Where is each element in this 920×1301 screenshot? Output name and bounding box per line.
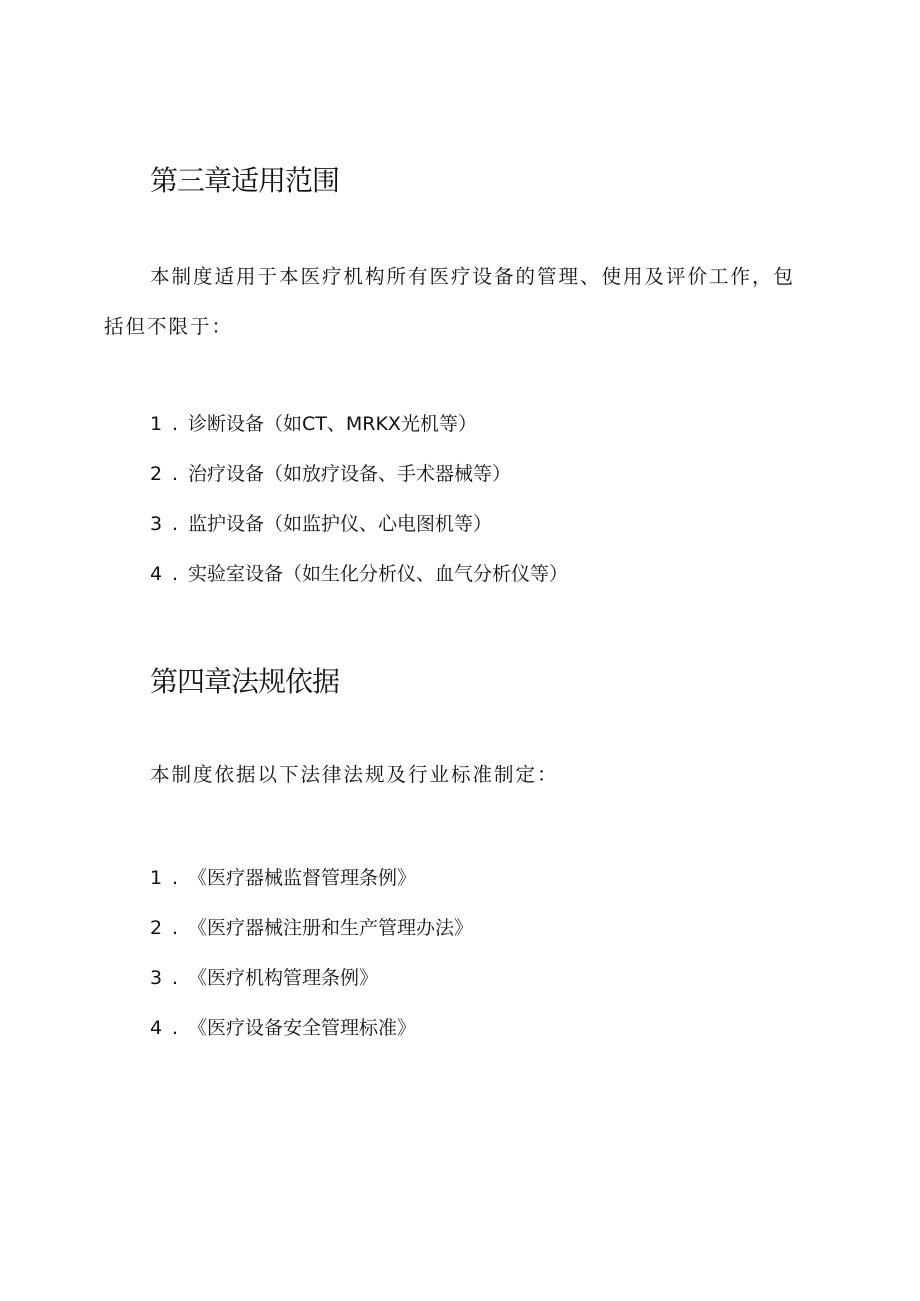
chapter-3-list — [150, 399, 568, 599]
list-item-text: 监护设备（如监护仪、心电图机等） — [188, 513, 493, 535]
chapter-4-intro: 本制度依据以下法律法规及行业标准制定： — [150, 763, 559, 786]
chapter-3-heading: 第三章适用范围 — [150, 164, 340, 197]
list-item-text: 治疗设备（如放疗设备、手术器械等） — [188, 463, 512, 485]
chapter-4-heading: 第四章法规依据 — [150, 665, 340, 698]
list-item: 2 . 《医疗器械注册和生产管理办法》 — [150, 917, 474, 939]
chapter-3-intro: 本制度适用于本医疗机构所有医疗设备的管理、使用及评价工作，包括但不限于： — [104, 265, 796, 338]
list-item-text: 实验室设备（如生化分析仪、血气分析仪等） — [188, 563, 569, 585]
list-item-text: 《医疗机构管理条例》 — [188, 967, 379, 989]
list-item-text: 《医疗器械注册和生产管理办法》 — [188, 917, 474, 939]
list-item: 4 . 《医疗设备安全管理标准》 — [150, 1017, 417, 1039]
list-item: 2 . 治疗设备（如放疗设备、手术器械等） — [150, 463, 512, 485]
list-item: 3 . 监护设备（如监护仪、心电图机等） — [150, 513, 493, 535]
list-item: 3 . 《医疗机构管理条例》 — [150, 967, 379, 989]
list-item-text: 诊断设备（如CT、MRKX光机等） — [188, 413, 477, 435]
list-item: 4 . 实验室设备（如生化分析仪、血气分析仪等） — [150, 563, 569, 585]
list-item: 1 . 诊断设备（如CT、MRKX光机等） — [150, 413, 477, 435]
list-item-text: 《医疗器械监督管理条例》 — [188, 867, 417, 889]
list-item-text: 《医疗设备安全管理标准》 — [188, 1017, 417, 1039]
list-item: 1 . 《医疗器械监督管理条例》 — [150, 867, 417, 889]
chapter-4-list — [150, 853, 473, 1053]
